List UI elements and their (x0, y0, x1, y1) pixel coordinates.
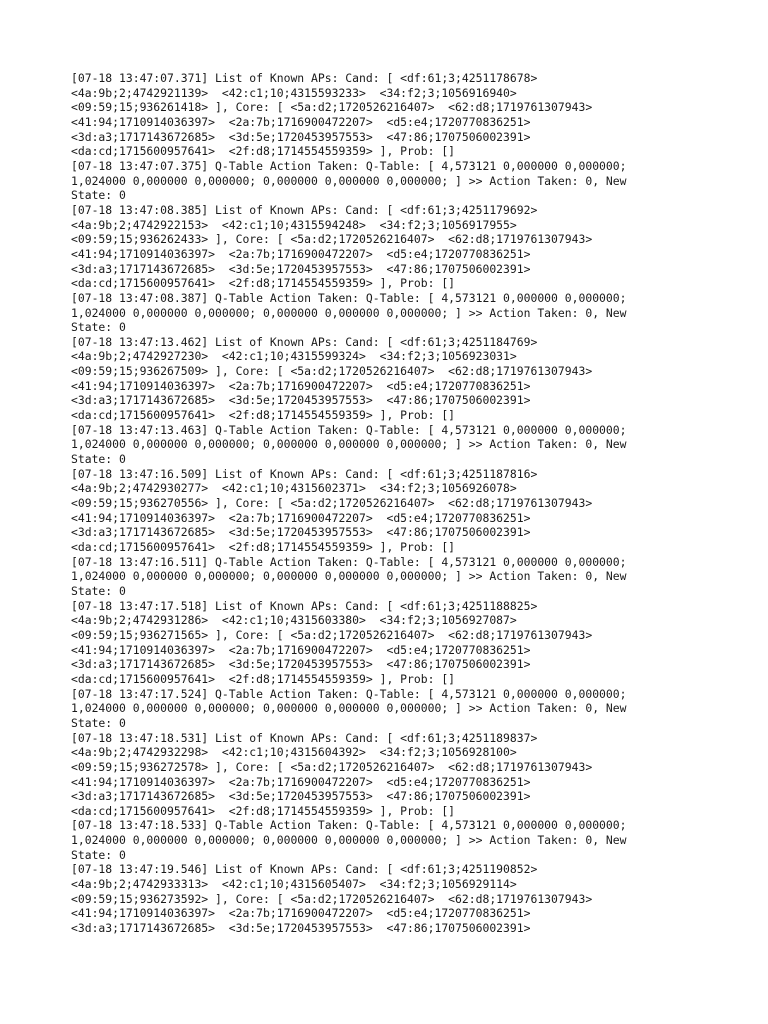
log-line: 1,024000 0,000000 0,000000; 0,000000 0,000000 0,000000; ] >> Action Taken: 0, New (71, 437, 627, 452)
log-line: <09:59;15;936270556> ], Core: [ <5a:d2;1720526216407> <62:d8;1719761307943> (71, 496, 593, 511)
log-line: 1,024000 0,000000 0,000000; 0,000000 0,000000 0,000000; ] >> Action Taken: 0, New (71, 173, 627, 188)
log-line: <09:59;15;936273592> ], Core: [ <5a:d2;1720526216407> <62:d8;1719761307943> (71, 891, 593, 906)
log-line: <da:cd;1715600957641> <2f:d8;1714554559359> ], Prob: [] (71, 671, 456, 686)
log-line: <4a:9b;2;4742930277> <42:c1;10;4315602371> <34:f2;3;1056926078> (71, 481, 517, 496)
log-document (71, 71, 691, 936)
log-line: <4a:9b;2;4742932298> <42:c1;10;4315604392> <34:f2;3;1056928100> (71, 745, 517, 760)
log-line: [07-18 13:47:08.387] Q-Table Action Taken: Q-Table: [ 4,573121 0,000000 0,000000; (71, 290, 627, 305)
log-line: [07-18 13:47:17.524] Q-Table Action Taken: Q-Table: [ 4,573121 0,000000 0,000000; (71, 686, 627, 701)
log-line: <41:94;1710914036397> <2a:7b;1716900472207> <d5:e4;1720770836251> (71, 774, 531, 789)
log-line: State: 0 (71, 188, 126, 203)
log-line: <41:94;1710914036397> <2a:7b;1716900472207> <d5:e4;1720770836251> (71, 378, 531, 393)
log-line: <4a:9b;2;4742931286> <42:c1;10;4315603380> <34:f2;3;1056927087> (71, 613, 517, 628)
log-line: [07-18 13:47:08.385] List of Known APs: Cand: [ <df:61;3;4251179692> (71, 202, 538, 217)
log-line: 1,024000 0,000000 0,000000; 0,000000 0,000000 0,000000; ] >> Action Taken: 0, New (71, 833, 627, 848)
log-line: [07-18 13:47:17.518] List of Known APs: Cand: [ <df:61;3;4251188825> (71, 598, 538, 613)
log-line: [07-18 13:47:07.375] Q-Table Action Taken: Q-Table: [ 4,573121 0,000000 0,000000; (71, 158, 627, 173)
log-line: <41:94;1710914036397> <2a:7b;1716900472207> <d5:e4;1720770836251> (71, 114, 531, 129)
log-line: <4a:9b;2;4742933313> <42:c1;10;4315605407> <34:f2;3;1056929114> (71, 877, 517, 892)
log-line: <09:59;15;936261418> ], Core: [ <5a:d2;1720526216407> <62:d8;1719761307943> (71, 100, 593, 115)
log-line: <da:cd;1715600957641> <2f:d8;1714554559359> ], Prob: [] (71, 803, 456, 818)
log-line: [07-18 13:47:13.462] List of Known APs: Cand: [ <df:61;3;4251184769> (71, 334, 538, 349)
log-line: 1,024000 0,000000 0,000000; 0,000000 0,000000 0,000000; ] >> Action Taken: 0, New (71, 701, 627, 716)
log-line: <3d:a3;1717143672685> <3d:5e;1720453957553> <47:86;1707506002391> (71, 789, 531, 804)
log-line: <09:59;15;936271565> ], Core: [ <5a:d2;1720526216407> <62:d8;1719761307943> (71, 627, 593, 642)
log-line: State: 0 (71, 320, 126, 335)
log-line: 1,024000 0,000000 0,000000; 0,000000 0,000000 0,000000; ] >> Action Taken: 0, New (71, 569, 627, 584)
log-line: <da:cd;1715600957641> <2f:d8;1714554559359> ], Prob: [] (71, 144, 456, 159)
log-line: <3d:a3;1717143672685> <3d:5e;1720453957553> <47:86;1707506002391> (71, 129, 531, 144)
log-line: <3d:a3;1717143672685> <3d:5e;1720453957553> <47:86;1707506002391> (71, 261, 531, 276)
log-line: [07-18 13:47:13.463] Q-Table Action Taken: Q-Table: [ 4,573121 0,000000 0,000000; (71, 422, 627, 437)
log-line: <da:cd;1715600957641> <2f:d8;1714554559359> ], Prob: [] (71, 276, 456, 291)
log-line: <3d:a3;1717143672685> <3d:5e;1720453957553> <47:86;1707506002391> (71, 921, 531, 936)
log-line: [07-18 13:47:16.509] List of Known APs: Cand: [ <df:61;3;4251187816> (71, 466, 538, 481)
log-line: <da:cd;1715600957641> <2f:d8;1714554559359> ], Prob: [] (71, 408, 456, 423)
log-line: <41:94;1710914036397> <2a:7b;1716900472207> <d5:e4;1720770836251> (71, 246, 531, 261)
log-line: [07-18 13:47:16.511] Q-Table Action Taken: Q-Table: [ 4,573121 0,000000 0,000000; (71, 554, 627, 569)
log-line: State: 0 (71, 847, 126, 862)
log-line: [07-18 13:47:07.371] List of Known APs: Cand: [ <df:61;3;4251178678> (71, 71, 538, 85)
log-line: <41:94;1710914036397> <2a:7b;1716900472207> <d5:e4;1720770836251> (71, 510, 531, 525)
log-line: <09:59;15;936262433> ], Core: [ <5a:d2;1720526216407> <62:d8;1719761307943> (71, 232, 593, 247)
log-line: State: 0 (71, 583, 126, 598)
log-line: State: 0 (71, 715, 126, 730)
log-line: <da:cd;1715600957641> <2f:d8;1714554559359> ], Prob: [] (71, 540, 456, 554)
log-line: <4a:9b;2;4742927230> <42:c1;10;4315599324> <34:f2;3;1056923031> (71, 349, 517, 364)
log-line: <41:94;1710914036397> <2a:7b;1716900472207> <d5:e4;1720770836251> (71, 906, 531, 921)
log-line: <3d:a3;1717143672685> <3d:5e;1720453957553> <47:86;1707506002391> (71, 393, 531, 408)
log-line: <3d:a3;1717143672685> <3d:5e;1720453957553> <47:86;1707506002391> (71, 657, 531, 672)
log-line: <3d:a3;1717143672685> <3d:5e;1720453957553> <47:86;1707506002391> (71, 525, 531, 540)
log-line: 1,024000 0,000000 0,000000; 0,000000 0,000000 0,000000; ] >> Action Taken: 0, New (71, 305, 627, 320)
log-line: <09:59;15;936267509> ], Core: [ <5a:d2;1720526216407> <62:d8;1719761307943> (71, 364, 593, 379)
log-line: [07-18 13:47:18.531] List of Known APs: Cand: [ <df:61;3;4251189837> (71, 730, 538, 745)
log-line: <09:59;15;936272578> ], Core: [ <5a:d2;1720526216407> <62:d8;1719761307943> (71, 759, 593, 774)
log-line: [07-18 13:47:19.546] List of Known APs: Cand: [ <df:61;3;4251190852> (71, 862, 538, 877)
log-line: <4a:9b;2;4742921139> <42:c1;10;4315593233> <34:f2;3;1056916940> (71, 85, 517, 100)
log-line: State: 0 (71, 452, 126, 467)
log-line: <41:94;1710914036397> <2a:7b;1716900472207> <d5:e4;1720770836251> (71, 642, 531, 657)
log-line: [07-18 13:47:18.533] Q-Table Action Taken: Q-Table: [ 4,573121 0,000000 0,000000; (71, 818, 627, 833)
log-line: <4a:9b;2;4742922153> <42:c1;10;4315594248> <34:f2;3;1056917955> (71, 217, 517, 232)
